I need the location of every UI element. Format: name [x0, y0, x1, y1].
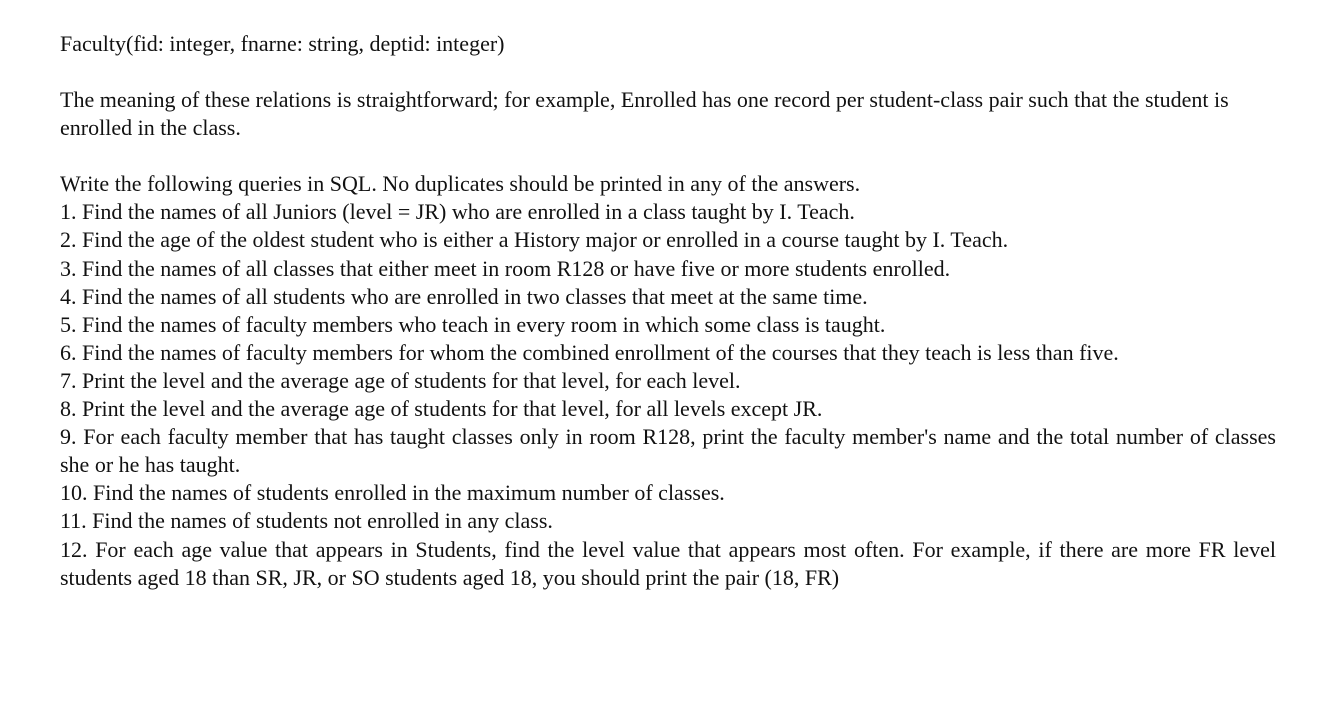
question-item: 10. Find the names of students enrolled in the maximum number of classes.	[60, 480, 725, 506]
question-item: 11. Find the names of students not enrolled in any class.	[60, 508, 553, 534]
question-item: 5. Find the names of faculty members who teach in every room in which some class is taught.	[60, 311, 886, 337]
question-item: 6. Find the names of faculty members for whom the combined enrollment of the courses that they teach is less than five.	[60, 339, 1119, 365]
question-item: 9. For each faculty member that has taught classes only in room R128, print the faculty member's name and the total number of classes she or he has taught.	[60, 424, 1276, 478]
faculty-schema-line: Faculty(fid: integer, fnarne: string, deptid: integer)	[60, 31, 505, 56]
question-item: 2. Find the age of the oldest student who is either a History major or enrolled in a course taught by I. Teach.	[60, 227, 1009, 253]
document-page	[60, 30, 1276, 592]
relations-meaning-paragraph: The meaning of these relations is straightforward; for example, Enrolled has one record per student-class pair such that the student is enrolled in the class.	[60, 87, 1229, 141]
question-list	[60, 198, 1276, 591]
question-item: 3. Find the names of all classes that either meet in room R128 or have five or more students enrolled.	[60, 255, 951, 281]
instructions-line: Write the following queries in SQL. No duplicates should be printed in any of the answers.	[60, 171, 861, 197]
question-item: 4. Find the names of all students who are enrolled in two classes that meet at the same time.	[60, 283, 868, 309]
question-item: 8. Print the level and the average age of students for that level, for all levels except JR.	[60, 396, 823, 422]
question-item: 1. Find the names of all Juniors (level = JR) who are enrolled in a class taught by I. Teach.	[60, 199, 855, 225]
question-item: 7. Print the level and the average age of students for that level, for each level.	[60, 367, 741, 393]
question-item: 12. For each age value that appears in Students, find the level value that appears most often. For example, if there are more FR level students aged 18 than SR, JR, or SO students aged 18, you should print the pair (18, FR)	[60, 536, 1276, 590]
